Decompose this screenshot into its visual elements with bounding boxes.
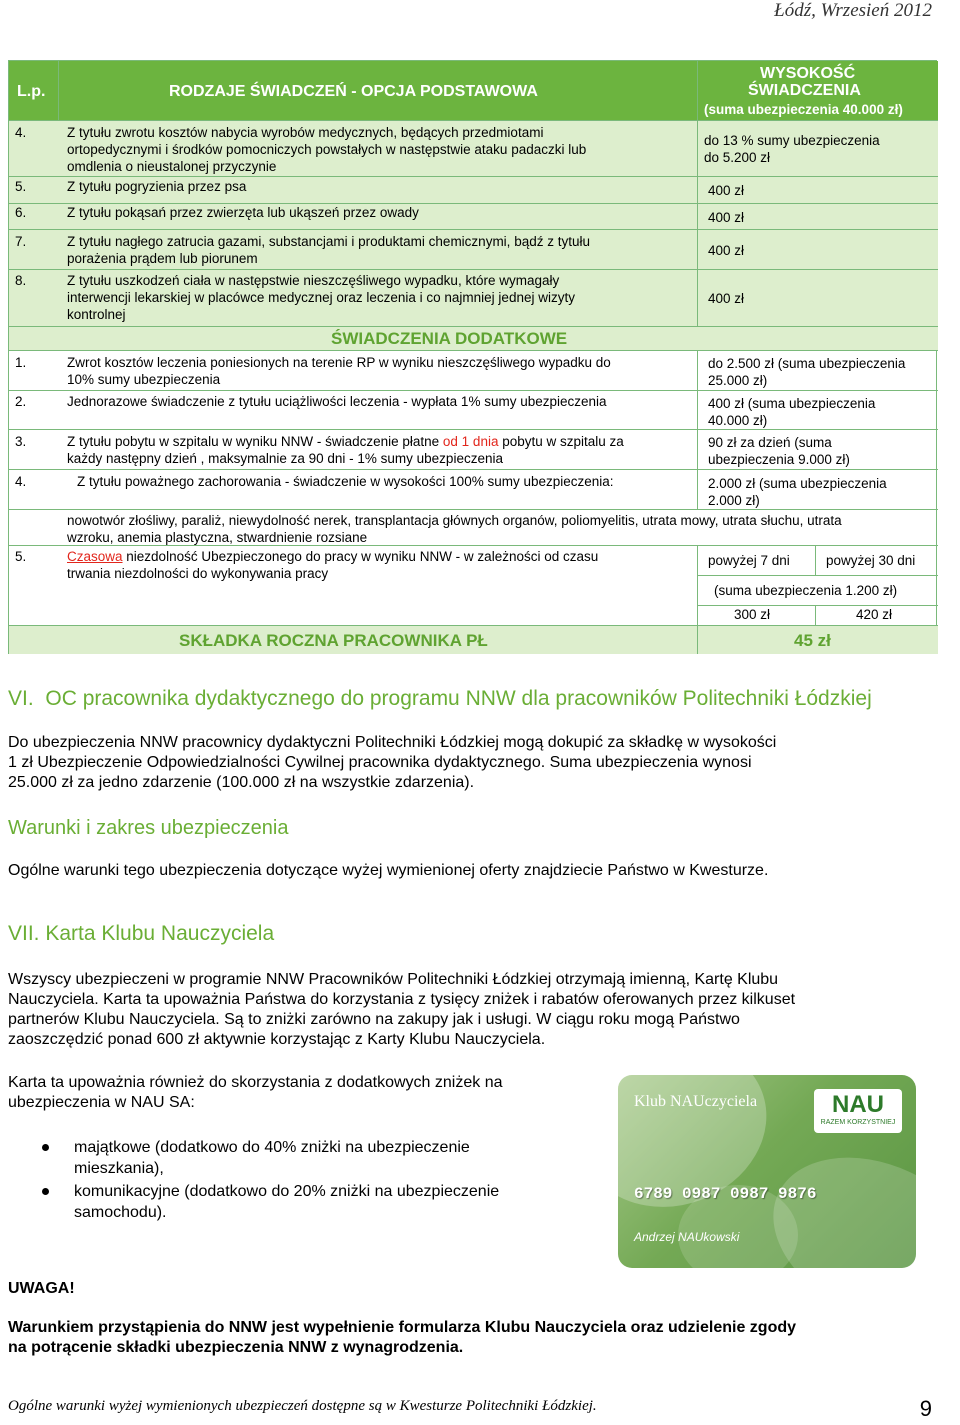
- paragraph-line: ubezpieczenia w NAU SA:: [8, 1094, 195, 1111]
- row-amount: 40.000 zł): [708, 413, 768, 428]
- row-amount-cell: [698, 351, 938, 391]
- paragraph-line: Do ubezpieczenia NNW pracownicy dydaktyczni Politechniki Łódzkiej mogą dokupić za składkę w wysokości: [8, 734, 777, 751]
- row-text-part: niezdolność Ubezpieczonego do pracy w wyniku NNW - w zależności od czasu: [122, 549, 599, 564]
- header-amount-2: ŚWIADCZENIA: [748, 82, 861, 99]
- row-amount-cell: [698, 391, 938, 430]
- row-amount: 2.000 zł): [708, 493, 760, 508]
- row-text-part: pobytu w szpitalu za: [498, 434, 624, 449]
- warning-title: UWAGA!: [8, 1280, 75, 1297]
- row5-sum-cell: [698, 576, 938, 606]
- row-amount: ubezpieczenia 9.000 zł): [708, 452, 850, 467]
- row-amount-cell: [698, 204, 938, 230]
- row-amount-cell: [698, 177, 938, 204]
- row-text: Z tytułu nagłego zatrucia gazami, substancjami i produktami chemicznymi, bądź z tytułu: [67, 234, 590, 249]
- teacher-club-card: [618, 1075, 916, 1268]
- card-holder: Andrzej NAUkowski: [634, 1230, 740, 1244]
- row-text: [67, 433, 624, 450]
- paragraph-line: 25.000 zł za jedno zdarzenie (100.000 zł na wszystkie zdarzenia).: [8, 774, 475, 791]
- row-number: 7.: [15, 234, 27, 249]
- list-item-text: [74, 1137, 594, 1179]
- row-text: Z tytułu pokąsań przez zwierzęta lub ukąszeń przez owady: [67, 205, 419, 220]
- row-number: 4.: [15, 474, 27, 489]
- table-row: [9, 391, 698, 430]
- row-amount: 400 zł: [708, 243, 745, 258]
- row-text: porażenia prądem lub piorunem: [67, 251, 258, 266]
- row-text: ortopedycznymi i środków pomocniczych powstałych w następstwie ataku padaczki lub: [67, 142, 587, 157]
- row-number: 1.: [15, 355, 27, 370]
- warning-line: Warunkiem przystąpienia do NNW jest wypełnienie formularza Klubu Nauczyciela oraz udzielenie zgody: [8, 1319, 797, 1336]
- list-item-text: [74, 1181, 594, 1223]
- row-amount: 400 zł: [708, 183, 745, 198]
- diseases-row: [9, 510, 938, 546]
- row-amount: 400 zł: [708, 210, 745, 225]
- premium-label-cell: [9, 626, 698, 654]
- paragraph-line: zaoszczędzić ponad 600 zł aktywnie korzystając z Karty Klubu Nauczyciela.: [8, 1031, 546, 1048]
- header-date: Łódź, Wrzesień 2012: [774, 0, 932, 21]
- diseases-text: nowotwór złośliwy, paraliż, niewydolność nerek, transplantacja głównych organów, poliomyelitis, utrata mowy, utrata słuchu, utrata: [67, 513, 842, 528]
- paragraph-line: Karta ta upoważnia również do skorzystania z dodatkowych zniżek na: [8, 1074, 503, 1091]
- row-text: każdy następny dzień , maksymalnie za 90 dni - 1% sumy ubezpieczenia: [67, 451, 503, 466]
- section-7-heading: Karta Klubu Nauczyciela: [45, 922, 275, 945]
- row-amount: do 13 % sumy ubezpieczenia: [704, 133, 880, 148]
- section-7-discounts-intro: [8, 1073, 598, 1113]
- header-lp-cell: [9, 61, 59, 121]
- row-text: 10% sumy ubezpieczenia: [67, 372, 221, 387]
- premium-label: SKŁADKA ROCZNA PRACOWNIKA PŁ: [179, 631, 488, 650]
- warning-text: [8, 1318, 948, 1358]
- diseases-text: wzroku, anemia plastyczna, stwardnienie rozsiane: [67, 530, 368, 545]
- row-amount-cell: [698, 270, 938, 327]
- row5-v2-cell: [816, 606, 938, 626]
- header-types: RODZAJE ŚWIADCZEŃ - OPCJA PODSTAWOWA: [169, 83, 538, 100]
- header-amount-cell: [698, 61, 938, 121]
- row-number: 6.: [15, 205, 27, 220]
- row-amount: 2.000 zł (suma ubezpieczenia: [708, 476, 887, 491]
- paragraph-line: partnerów Klubu Nauczyciela. Są to zniżki zarówno na zakupy jak i usługi. W ciągu roku mogą Państwo: [8, 1011, 740, 1028]
- bullet-icon: [42, 1144, 49, 1151]
- table-row: [9, 204, 698, 230]
- table-row: [9, 121, 698, 177]
- header-amount-3: (suma ubezpieczenia 40.000 zł): [704, 102, 903, 117]
- extra-title-cell: [9, 327, 938, 351]
- table-row: [9, 230, 698, 270]
- row-text-highlight: Czasowa: [67, 549, 123, 564]
- row-amount: 400 zł: [708, 291, 745, 306]
- row-text: kontrolnej: [67, 307, 126, 322]
- row-text: interwencji lekarskiej w placówce medycznej oraz leczenia i co najmniej jednej wizyty: [67, 290, 575, 305]
- row-number: 3.: [15, 434, 27, 449]
- section-6-heading: OC pracownika dydaktycznego do programu NNW dla pracowników Politechniki Łódzkiej: [45, 687, 872, 710]
- list-line: majątkowe (dodatkowo do 40% zniżki na ubezpieczenie: [74, 1139, 470, 1156]
- card-club-name: Klub NAUczyciela: [634, 1093, 758, 1110]
- list-line: samochodu).: [74, 1204, 167, 1221]
- page-number: 9: [919, 1396, 932, 1421]
- row-amount: do 2.500 zł (suma ubezpieczenia: [708, 356, 906, 371]
- row-amount-cell: [698, 470, 938, 510]
- card-number: 6789 0987 0987 9876: [634, 1185, 817, 1203]
- row-text: Z tytułu uszkodzeń ciała w następstwie nieszczęśliwego wypadku, które wymagały: [67, 273, 560, 288]
- paragraph-line: Nauczyciela. Karta ta upoważnia Państwa do korzystania z tysięcy zniżek i rabatów oferowanych przez kilkuset: [8, 991, 796, 1008]
- row-text: Z tytułu pogryzienia przez psa: [67, 179, 247, 194]
- over30-cell: [816, 546, 938, 576]
- header-lp: L.p.: [17, 83, 46, 100]
- header-types-cell: [59, 61, 698, 121]
- extra-title: ŚWIADCZENIA DODATKOWE: [331, 329, 568, 348]
- card-logo: [814, 1089, 902, 1133]
- over7-label: powyżej 7 dni: [708, 553, 790, 568]
- table-row: [9, 351, 698, 391]
- card-tagline: RAZEM KORZYSTNIEJ: [820, 1119, 896, 1126]
- over7-cell: [698, 546, 816, 576]
- premium-value: 45 zł: [794, 631, 831, 650]
- section-6-subtitle: Warunki i zakres ubezpieczenia: [8, 817, 289, 839]
- row5-sum: (suma ubezpieczenia 1.200 zł): [714, 583, 898, 598]
- row-number: 5.: [15, 549, 27, 564]
- section-7-title: [8, 921, 274, 947]
- row-amount-cell: [698, 121, 938, 177]
- table-row: [9, 177, 698, 204]
- table-row: [9, 470, 698, 510]
- row-number: 8.: [15, 273, 27, 288]
- row-text: Zwrot kosztów leczenia poniesionych na terenie RP w wyniku nieszczęśliwego wypadku do: [67, 355, 611, 370]
- row-amount: 90 zł za dzień (suma: [708, 435, 832, 450]
- row-text-part: Z tytułu pobytu w szpitalu w wyniku NNW - świadczenie płatne: [67, 434, 443, 449]
- row-amount-cell: [698, 430, 938, 470]
- row-amount: 25.000 zł): [708, 373, 768, 388]
- row-text: Z tytułu poważnego zachorowania - świadczenie w wysokości 100% sumy ubezpieczenia:: [77, 474, 614, 489]
- row-text: omdlenia o nieustalonej przyczynie: [67, 159, 277, 174]
- row5-v1-cell: [698, 606, 816, 626]
- row-amount: 400 zł (suma ubezpieczenia: [708, 396, 876, 411]
- bullet-icon: [42, 1188, 49, 1195]
- row-amount: do 5.200 zł: [704, 150, 771, 165]
- row-text: [67, 548, 598, 565]
- benefits-table: [8, 60, 937, 654]
- row-number: 5.: [15, 179, 27, 194]
- over30-label: powyżej 30 dni: [826, 553, 916, 568]
- card-brand: NAU: [832, 1091, 884, 1118]
- row-number: 2.: [15, 394, 27, 409]
- header-amount-1: WYSOKOŚĆ: [760, 65, 856, 82]
- section-6-number: VI.: [8, 687, 34, 710]
- row-text: Z tytułu zwrotu kosztów nabycia wyrobów medycznych, będących przedmiotami: [67, 125, 544, 140]
- table-row: [9, 430, 698, 470]
- section-6-title: [8, 686, 872, 712]
- table-row: [9, 546, 698, 626]
- paragraph-line: 1 zł Ubezpieczenie Odpowiedzialności Cywilnej pracownika dydaktycznego. Suma ubezpieczenia wynosi: [8, 754, 752, 771]
- row5-value-7: 300 zł: [734, 607, 771, 622]
- list-line: komunikacyjne (dodatkowo do 20% zniżki na ubezpieczenie: [74, 1183, 500, 1200]
- premium-value-cell: [698, 626, 938, 654]
- row-amount-cell: [698, 230, 938, 270]
- row-text: Jednorazowe świadczenie z tytułu uciążliwości leczenia - wypłata 1% sumy ubezpieczenia: [67, 394, 607, 409]
- footer-note: Ogólne warunki wyżej wymienionych ubezpieczeń dostępne są w Kwesturze Politechniki Łódzkiej.: [8, 1398, 597, 1414]
- row-text-highlight: od 1 dnia: [442, 434, 499, 449]
- warning-line: na potrącenie składki ubezpieczenia NNW z wynagrodzenia.: [8, 1339, 464, 1356]
- paragraph-line: Wszyscy ubezpieczeni w programie NNW Pracowników Politechniki Łódzkiej otrzymają imienną, Kartę Klubu: [8, 971, 779, 988]
- section-6-paragraph: [8, 733, 948, 793]
- row-text: trwania niezdolności do wykonywania pracy: [67, 566, 329, 581]
- section-7-number: VII.: [8, 922, 40, 945]
- section-6-conditions: Ogólne warunki tego ubezpieczenia dotyczące wyżej wymienionej oferty znajdziecie Państwo w Kwesturze.: [8, 862, 769, 879]
- list-line: mieszkania),: [74, 1160, 164, 1177]
- table-row: [9, 270, 698, 327]
- section-7-paragraph: [8, 970, 948, 1050]
- row-number: 4.: [15, 125, 27, 140]
- row5-value-30: 420 zł: [856, 607, 893, 622]
